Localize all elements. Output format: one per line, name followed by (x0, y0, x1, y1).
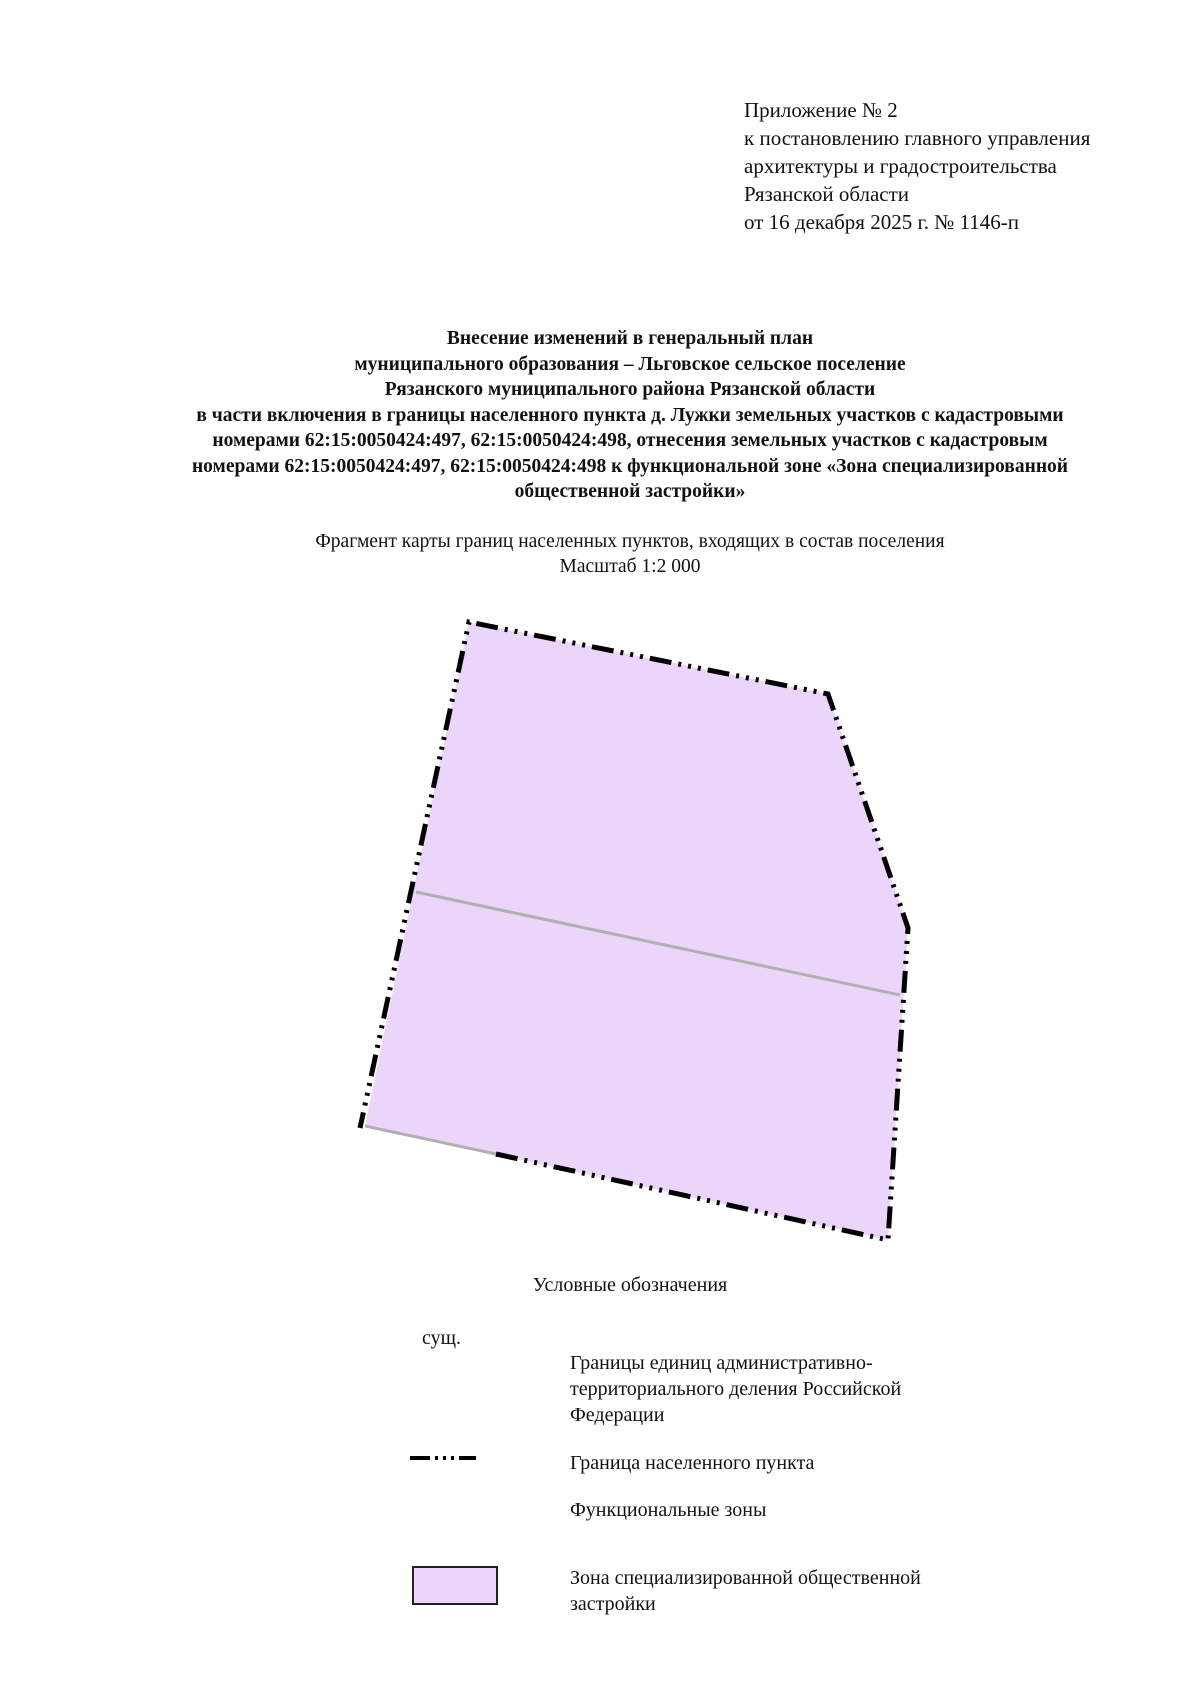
title-line: Внесение изменений в генеральный план (446, 328, 814, 349)
title-line: номерами 62:15:0050424:497, 62:15:0050424:498 к функциональной зоне «Зона специализированной (191, 455, 1069, 477)
legend-special-zone-label (570, 1565, 990, 1617)
appendix-line: к постановлению главного управления (744, 126, 1091, 150)
legend-admin-boundary-label (570, 1350, 990, 1428)
legend-settlement-boundary-label: Граница населенного пункта (570, 1452, 815, 1474)
legend-heading: Условные обозначения (532, 1274, 728, 1296)
legend-functional-zones-label: Функциональные зоны (570, 1499, 767, 1521)
title-line: в части включения в границы населенного пункта д. Лужки земельных участков с кадастровыми (196, 404, 1064, 426)
special-zone-area (365, 622, 908, 1240)
legend-special-zone-swatch (412, 1566, 498, 1605)
legend-settlement-boundary-symbol (410, 1454, 476, 1462)
title-line: общественной застройки» (514, 481, 746, 502)
appendix-line: Рязанской области (744, 182, 910, 206)
title-line: муниципального образования – Льговское сельское поселение (354, 353, 906, 375)
map-scale: Масштаб 1:2 000 (559, 556, 701, 577)
appendix-line: от 16 декабря 2025 г. № 1146-п (744, 210, 1019, 234)
legend-existing-label: сущ. (422, 1327, 462, 1349)
legend-zone-line: застройки (570, 1593, 656, 1615)
appendix-line: архитектуры и градостроительства (744, 154, 1057, 178)
map-fragment-caption: Фрагмент карты границ населенных пунктов, входящих в состав поселения (315, 531, 945, 552)
title-line: Рязанского муниципального района Рязанской области (384, 379, 876, 400)
appendix-line: Приложение № 2 (744, 98, 898, 122)
legend-zone-line: Зона специализированной общественной (570, 1567, 921, 1589)
legend-admin-line: Федерации (570, 1404, 665, 1426)
title-line: номерами 62:15:0050424:497, 62:15:0050424:498, отнесения земельных участков с кадастровым (212, 430, 1048, 451)
legend-admin-line: территориального деления Российской (570, 1378, 902, 1400)
legend-admin-line: Границы единиц административно- (570, 1352, 873, 1374)
